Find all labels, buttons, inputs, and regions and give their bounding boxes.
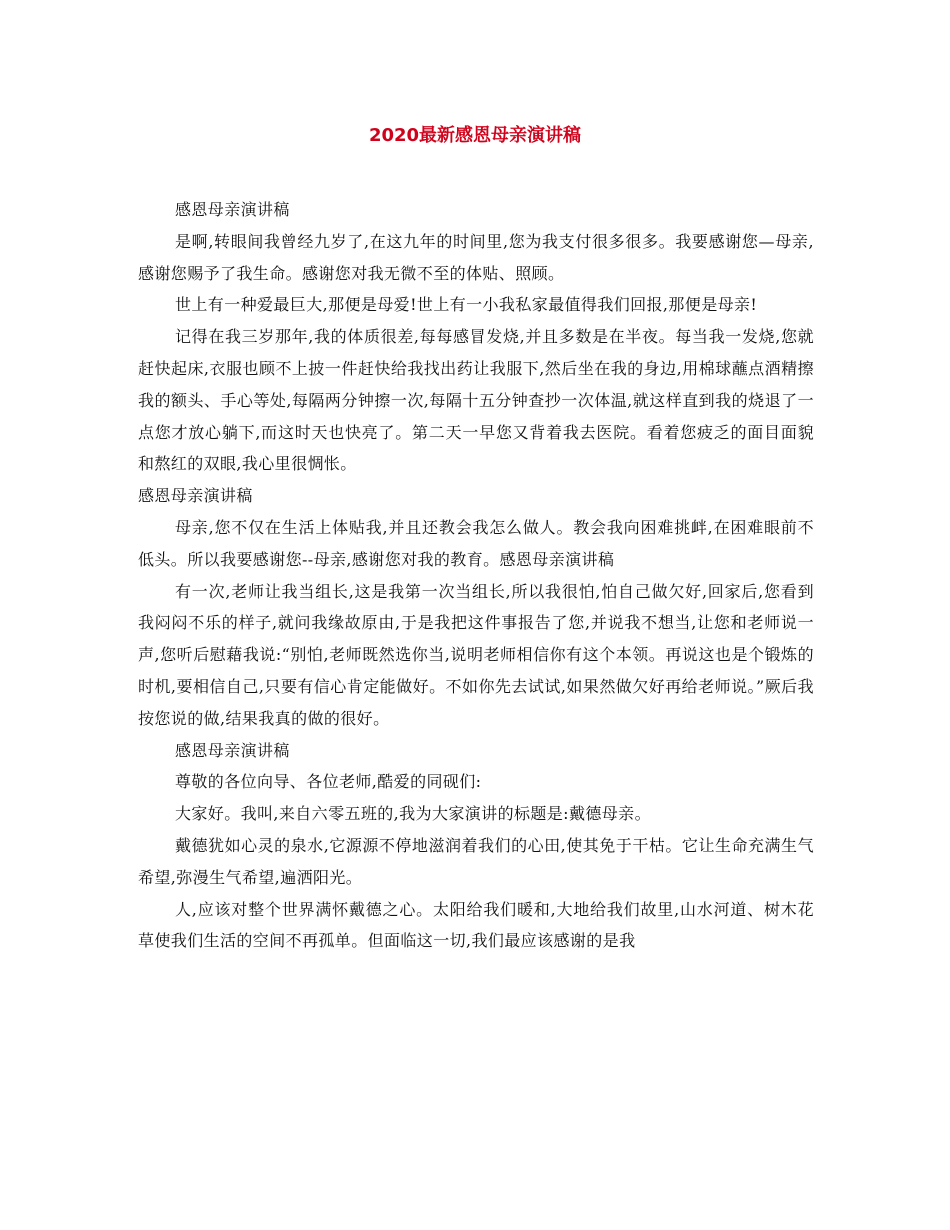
paragraph: 戴德犹如心灵的泉水,它源源不停地滋润着我们的心田,使其免于干枯。它让生命充满生气希望,弥漫生气希望,遍洒阳光。 bbox=[138, 835, 814, 887]
paragraph: 是啊,转眼间我曾经九岁了,在这九年的时间里,您为我支付很多很多。我要感谢您—母亲,感谢您赐予了我生命。感谢您对我无微不至的体贴、照顾。 bbox=[138, 231, 814, 283]
paragraph: 记得在我三岁那年,我的体质很差,每每感冒发烧,并且多数是在半夜。每当我一发烧,您就赶快起床,衣服也顾不上披一件赶快给我找出药让我服下,然后坐在我的身边,用棉球蘸点酒精擦我的额头、手心等处,每隔两分钟擦一次,每隔十五分钟查抄一次体温,就这样直到我的烧退了一点您才放心躺下,而这时天也快亮了。第二天一早您又背着我去医院。看着您疲乏的面目面貌和熬红的双眼,我心里很惆怅。 bbox=[138, 327, 814, 474]
document-body bbox=[138, 194, 814, 957]
paragraph: 尊敬的各位向导、各位老师,酷爱的同砚们: bbox=[175, 772, 482, 792]
paragraph: 感恩母亲演讲稿 bbox=[175, 200, 290, 219]
paragraph: 人,应该对整个世界满怀戴德之心。太阳给我们暖和,大地给我们故里,山水河道、树木花草使我们生活的空间不再孤单。但面临这一切,我们最应该感谢的是我 bbox=[138, 899, 814, 951]
paragraph: 母亲,您不仅在生活上体贴我,并且还教会我怎么做人。教会我向困难挑衅,在困难眼前不低头。所以我要感谢您--母亲,感谢您对我的教育。感恩母亲演讲稿 bbox=[138, 517, 814, 569]
paragraph: 世上有一种爱最巨大,那便是母爱!世上有一小我私家最值得我们回报,那便是母亲! bbox=[175, 295, 758, 315]
document-title: 2020最新感恩母亲演讲稿 bbox=[368, 125, 582, 146]
paragraph: 有一次,老师让我当组长,这是我第一次当组长,所以我很怕,怕自己做欠好,回家后,您看到我闷闷不乐的样子,就问我缘故原由,于是我把这件事报告了您,并说我不想当,让您和老师说一声,您听后慰藉我说:“别怕,老师既然选你当,说明老师相信你有这个本领。再说这也是个锻炼的时机,要相信自己,只要有信心肯定能做好。不如你先去试试,如果然做欠好再给老师说。”厥后我按您说的做,结果我真的做的很好。 bbox=[138, 581, 814, 728]
paragraph: 大家好。我叫,来自六零五班的,我为大家演讲的标题是:戴德母亲。 bbox=[175, 804, 651, 824]
paragraph: 感恩母亲演讲稿 bbox=[175, 740, 290, 760]
paragraph: 感恩母亲演讲稿 bbox=[138, 486, 253, 506]
